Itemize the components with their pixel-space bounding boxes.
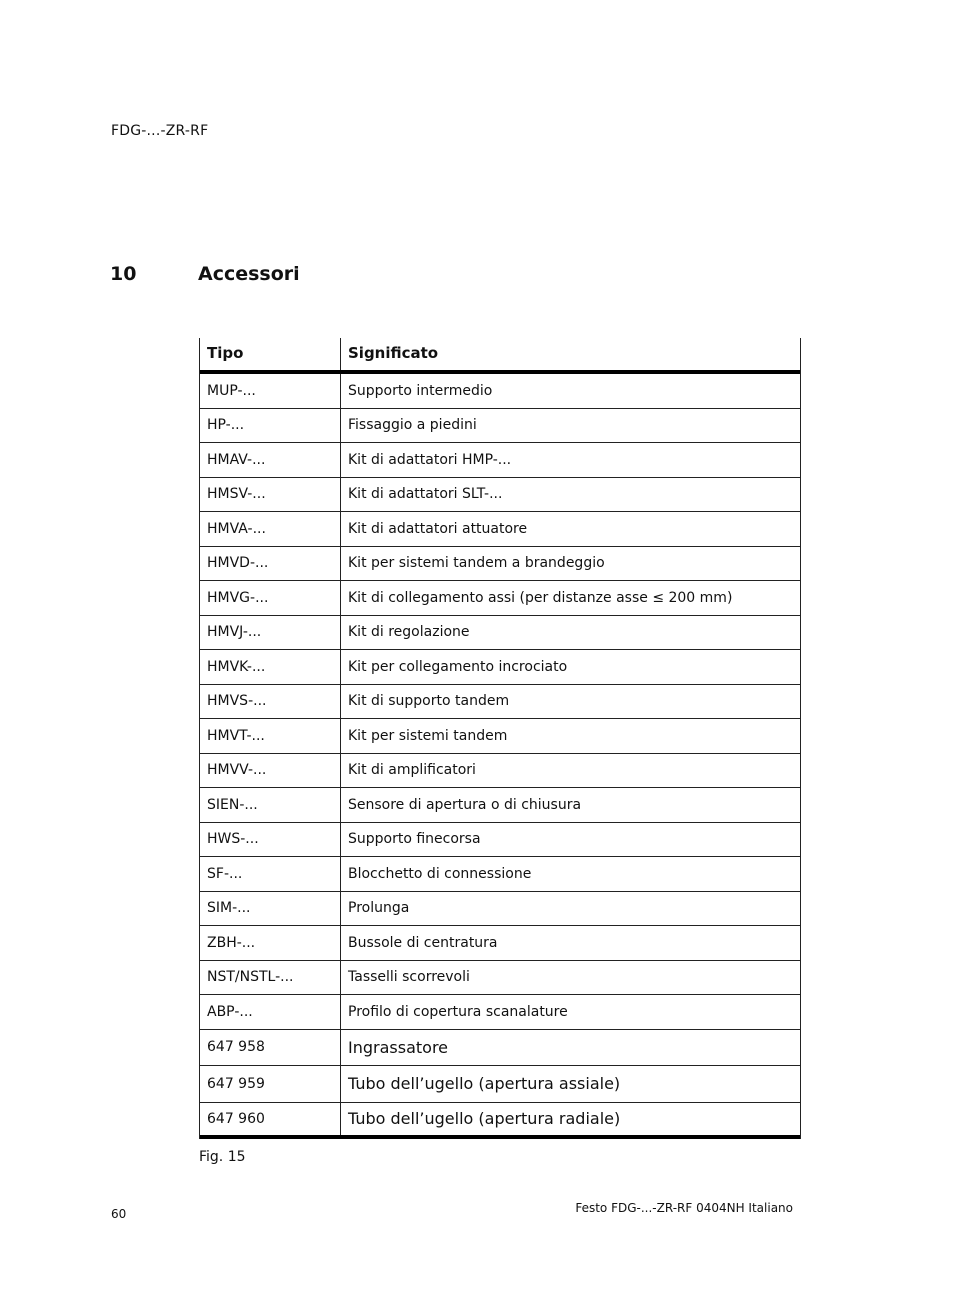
- cell-significato: Tasselli scorrevoli: [348, 969, 470, 986]
- cell-significato: Bussole di centratura: [348, 934, 498, 951]
- cell-tipo: HMVV-...: [200, 754, 341, 788]
- cell-tipo: HMVK-...: [200, 650, 341, 684]
- table-row: [200, 443, 800, 478]
- cell-significato: Supporto finecorsa: [348, 831, 481, 848]
- cell-significato: Kit di regolazione: [348, 624, 470, 641]
- cell-significato: Kit di adattatori SLT-...: [348, 486, 503, 503]
- table-row: [200, 754, 800, 789]
- table-row: [200, 995, 800, 1030]
- cell-significato: Kit di amplificatori: [348, 762, 476, 779]
- table-row: [200, 788, 800, 823]
- cell-tipo: HWS-...: [200, 823, 341, 857]
- table-row: [200, 547, 800, 582]
- cell-tipo: HMSV-...: [200, 478, 341, 512]
- cell-tipo: ABP-...: [200, 995, 341, 1029]
- cell-significato: Kit di adattatori HMP-...: [348, 451, 512, 468]
- accessories-table: [199, 338, 801, 1139]
- cell-significato: Tubo dell’ugello (apertura radiale): [348, 1109, 621, 1129]
- cell-significato: Prolunga: [348, 900, 410, 917]
- cell-tipo: HMVS-...: [200, 685, 341, 719]
- page-number: 60: [111, 1207, 127, 1221]
- column-header-significato: Significato: [348, 344, 439, 362]
- cell-significato: Kit di supporto tandem: [348, 693, 510, 710]
- cell-tipo: HMVG-...: [200, 581, 341, 615]
- figure-caption: Fig. 15: [199, 1149, 246, 1165]
- cell-tipo: SIEN-...: [200, 788, 341, 822]
- table-body: [200, 374, 800, 1139]
- table-row: [200, 1066, 800, 1103]
- cell-significato: Kit per sistemi tandem: [348, 727, 508, 744]
- table-row: [200, 581, 800, 616]
- table-row: [200, 616, 800, 651]
- cell-tipo: MUP-...: [200, 374, 341, 408]
- cell-tipo: HMVJ-...: [200, 616, 341, 650]
- table-row: [200, 719, 800, 754]
- cell-significato: Kit per sistemi tandem a brandeggio: [348, 555, 605, 572]
- cell-significato: Ingrassatore: [348, 1037, 449, 1057]
- cell-significato: Blocchetto di connessione: [348, 865, 532, 882]
- cell-tipo: NST/NSTL-...: [200, 961, 341, 995]
- cell-tipo: 647 958: [200, 1030, 341, 1066]
- table-row: [200, 650, 800, 685]
- table-row: [200, 823, 800, 858]
- table-row: [200, 857, 800, 892]
- cell-tipo: 647 959: [200, 1066, 341, 1102]
- table-row: [200, 512, 800, 547]
- cell-tipo: 647 960: [200, 1103, 341, 1136]
- cell-tipo: SIM-...: [200, 892, 341, 926]
- table-row: [200, 1103, 800, 1140]
- cell-significato: Sensore di apertura o di chiusura: [348, 796, 582, 813]
- table-row: [200, 892, 800, 927]
- cell-significato: Tubo dell’ugello (apertura assiale): [348, 1074, 621, 1094]
- table-row: [200, 374, 800, 409]
- cell-significato: Kit per collegamento incrociato: [348, 658, 568, 675]
- cell-tipo: HMVT-...: [200, 719, 341, 753]
- table-row: [200, 1030, 800, 1067]
- cell-significato: Fissaggio a piedini: [348, 417, 477, 434]
- table-row: [200, 478, 800, 513]
- section-number: 10: [110, 263, 137, 285]
- cell-significato: Kit di adattatori attuatore: [348, 520, 528, 537]
- cell-tipo: HMVD-...: [200, 547, 341, 581]
- cell-tipo: SF-...: [200, 857, 341, 891]
- table-row: [200, 685, 800, 720]
- cell-tipo: HMAV-...: [200, 443, 341, 477]
- table-row: [200, 926, 800, 961]
- cell-significato: Profilo di copertura scanalature: [348, 1003, 568, 1020]
- cell-significato: Supporto intermedio: [348, 382, 493, 399]
- footer-text: Festo FDG-...-ZR-RF 0404NH Italiano: [575, 1201, 793, 1215]
- cell-significato: Kit di collegamento assi (per distanze asse ≤ 200 mm): [348, 589, 733, 606]
- table-header: [200, 338, 800, 374]
- table-row: [200, 961, 800, 996]
- cell-tipo: HMVA-...: [200, 512, 341, 546]
- cell-tipo: ZBH-...: [200, 926, 341, 960]
- section-title: Accessori: [198, 263, 300, 285]
- cell-tipo: HP-...: [200, 409, 341, 443]
- document-header-code: FDG-...-ZR-RF: [111, 123, 209, 139]
- column-header-tipo: Tipo: [200, 338, 341, 370]
- table-row: [200, 409, 800, 444]
